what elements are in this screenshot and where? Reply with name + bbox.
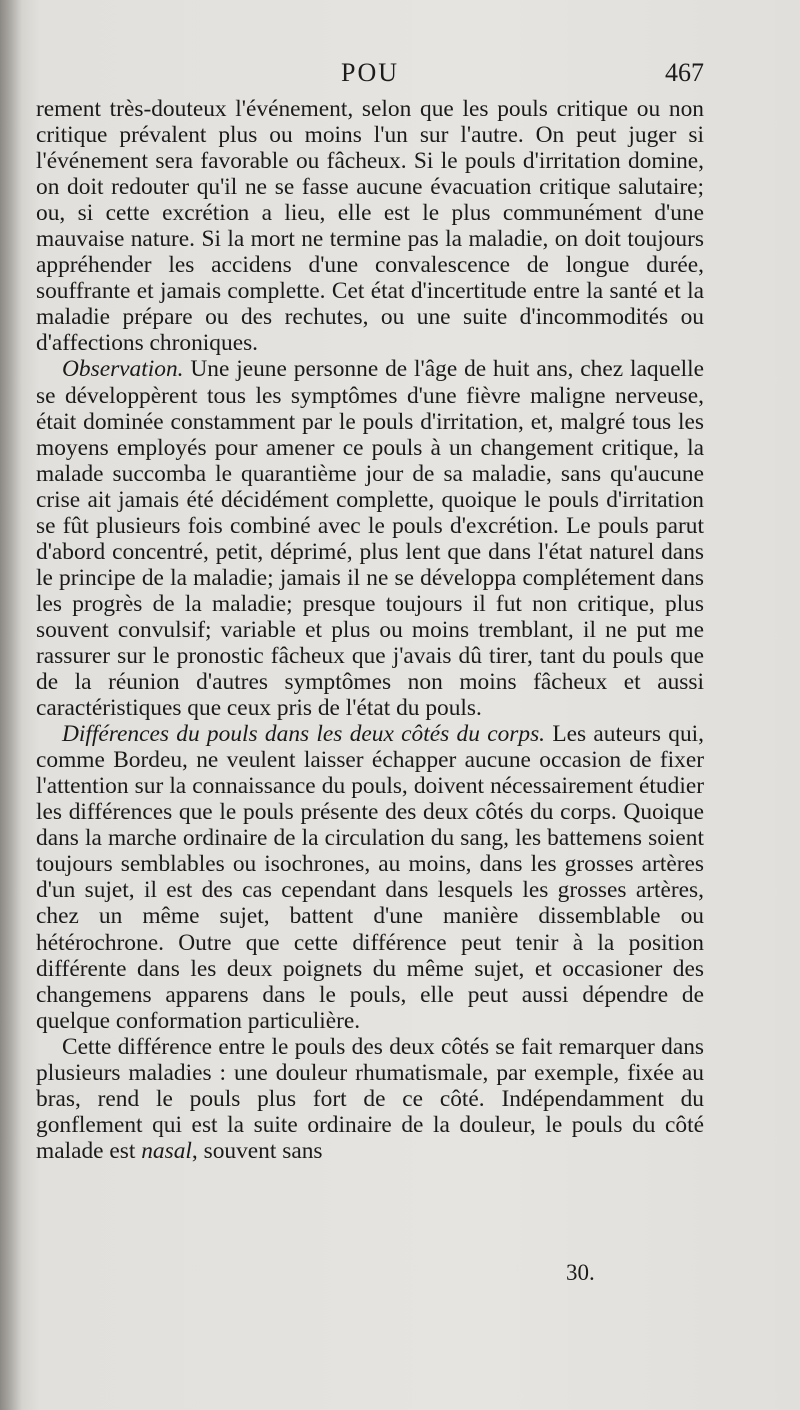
- paragraph-differences-heading: Différences du pouls dans les deux côtés du corps.: [62, 721, 546, 748]
- paragraph-4-text-before: Cette différence entre le pouls des deux côtés se fait remarquer dans plusieurs maladies : une douleur rhumatismale, par exemple, fixée au bras, rend le pouls plus fort de ce côté. Indépendamment du gonflement qui est la suite ordinaire de la douleur, le pouls du côté malade est: [36, 1033, 704, 1164]
- running-title: POU: [340, 58, 399, 87]
- paragraph-1-text: rement très-douteux l'événement, selon que les pouls critique ou non critique prévalent plus ou moins l'un sur l'autre. On peut juger si l'événement sera favorable ou fâcheux. Si le pouls d'irritation domine, on doit redouter qu'il ne se fasse aucune évacuation critique salutaire; ou, si cette excrétion a lieu, elle est le plus communément d'une mauvaise nature. Si la mort ne termine pas la maladie, on doit toujours appréhender les accidens d'une convalescence de longue durée, souffrante et jamais complette. Cet état d'incertitude entre la santé et la maladie prépare ou des rechutes, ou une suite d'incommodités ou d'affections chroniques.: [36, 96, 704, 357]
- paragraph-4: [36, 1034, 704, 1164]
- paragraph-observation: [36, 356, 704, 721]
- body-text: [36, 96, 704, 1164]
- paragraph-differences-text: Les auteurs qui, comme Bordeu, ne veulent laisser échapper aucune occasion de fixer l'attention sur la connaissance du pouls, doivent nécessairement étudier les différences que le pouls présente des deux côtés du corps. Quoique dans la marche ordinaire de la circulation du sang, les battemens soient toujours semblables ou isochrones, au moins, dans les grosses artères d'un sujet, il est des cas cependant dans lesquels les grosses artères, chez un même sujet, battent d'une manière dissemblable ou hétérochrone. Outre que cette différence peut tenir à la position différente dans les deux poignets du même sujet, et occasioner des changemens apparens dans le pouls, elle peut aussi dépendre de quelque conformation particulière.: [36, 721, 704, 1034]
- paragraph-1: [36, 96, 704, 356]
- page-header: [36, 58, 704, 98]
- paragraph-4-italic-word: nasal: [141, 1137, 192, 1164]
- paragraph-4-text-after: , souvent sans: [191, 1137, 323, 1164]
- catchword: 30.: [566, 1260, 595, 1285]
- paragraph-observation-heading: Observation.: [62, 356, 184, 383]
- paragraph-differences: [36, 721, 704, 1034]
- page-number: 467: [665, 58, 704, 87]
- paragraph-observation-text: Une jeune personne de l'âge de huit ans, chez laquelle se développèrent tous les symptômes d'une fièvre maligne nerveuse, était dominée constamment par le pouls d'irritation, et, malgré tous les moyens employés pour amener ce pouls à un changement critique, la malade succomba le quarantième jour de sa maladie, sans qu'aucune crise ait jamais été décidément complette, quoique le pouls d'irritation se fût plusieurs fois combiné avec le pouls d'excrétion. Le pouls parut d'abord concentré, petit, déprimé, plus lent que dans l'état naturel dans le principe de la maladie; jamais il ne se développa complétement dans les progrès de la maladie; presque toujours il fut non critique, plus souvent convulsif; variable et plus ou moins tremblant, il ne put me rassurer sur le pronostic fâcheux que j'avais dû tirer, tant du pouls que de la réunion d'autres symptômes non moins fâcheux et aussi caractéristiques que ceux pris de l'état du pouls.: [36, 356, 704, 722]
- gutter-shadow: [0, 0, 22, 1410]
